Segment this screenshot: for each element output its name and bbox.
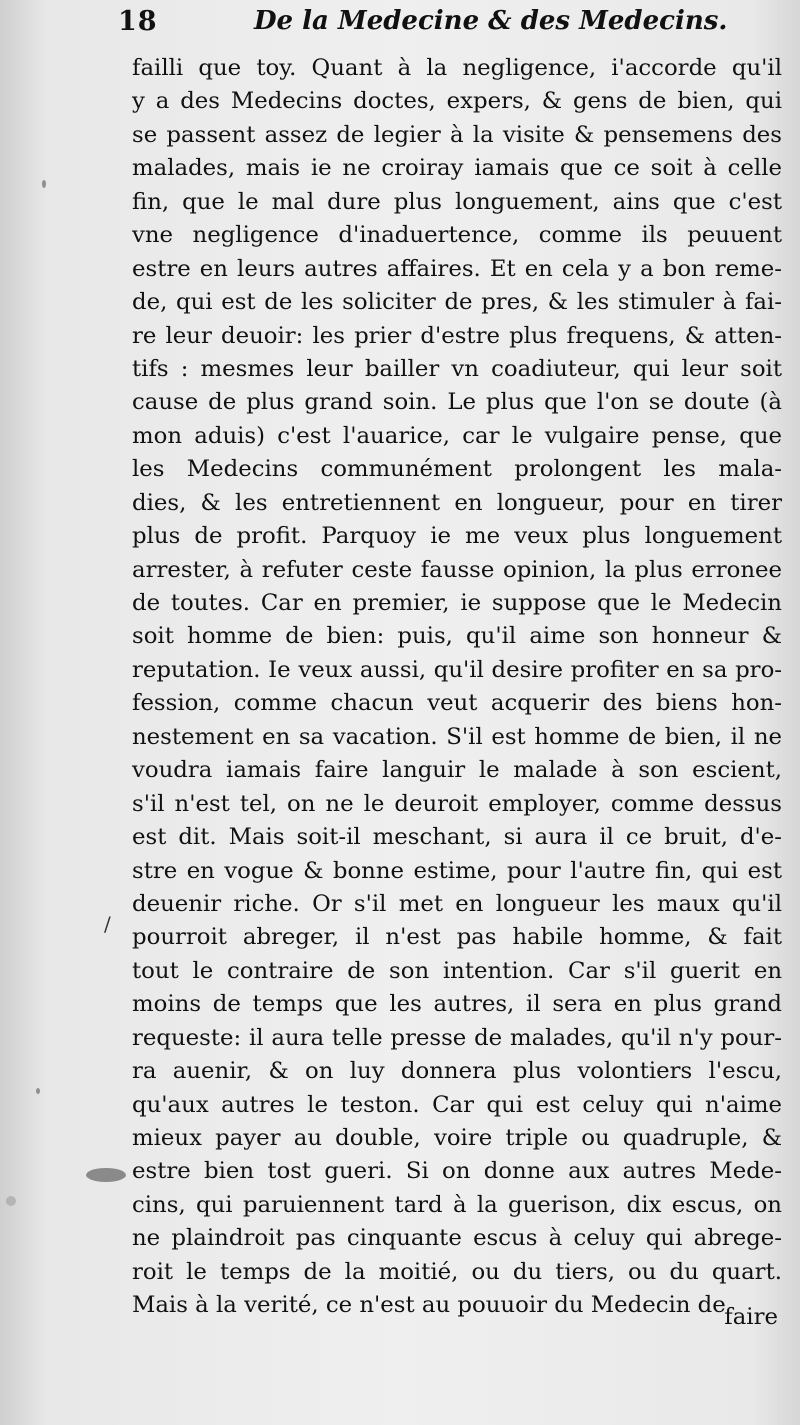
text-line: requeste: il aura telle presse de malades, qu'il n'y pour- — [132, 1024, 782, 1051]
text-line: cins, qui paruiennent tard à la guerison, dix escus, on — [132, 1191, 782, 1218]
text-line: fin, que le mal dure plus longuement, ains que c'est — [132, 188, 782, 215]
running-title: De la Medecine & des Medecins. — [254, 6, 728, 36]
text-line: se passent assez de legier à la visite & pensemens des — [132, 121, 782, 148]
text-line: soit homme de bien: puis, qu'il aime son honneur & — [132, 623, 782, 650]
text-line: fession, comme chacun veut acquerir des biens hon- — [132, 690, 782, 717]
text-line: failli que toy. Quant à la negligence, i'accorde qu'il — [132, 55, 782, 81]
text-line: de, qui est de les soliciter de pres, & les stimuler à fai- — [132, 289, 782, 316]
ink-blot — [86, 1168, 126, 1182]
text-line: estre bien tost gueri. Si on donne aux autres Mede- — [132, 1158, 782, 1185]
catchword: faire — [724, 1304, 778, 1330]
page-number: 18 — [118, 6, 158, 37]
text-line: voudra iamais faire languir le malade à son escient, — [132, 757, 782, 784]
text-line: malades, mais ie ne croiray iamais que ce soit à celle — [132, 155, 782, 182]
text-line: estre en leurs autres affaires. Et en cela y a bon reme- — [132, 255, 782, 282]
page-header — [112, 2, 728, 48]
text-line: qu'aux autres le teston. Car qui est celuy qui n'aime — [132, 1091, 782, 1118]
text-line: y a des Medecins doctes, expers, & gens de bien, qui — [132, 88, 782, 115]
text-line: mon aduis) c'est l'auarice, car le vulgaire pense, que — [132, 422, 782, 449]
text-line: deuenir riche. Or s'il met en longueur les maux qu'il — [132, 890, 782, 917]
text-line: roit le temps de la moitié, ou du tiers, ou du quart. — [132, 1258, 782, 1285]
text-line: pourroit abreger, il n'est pas habile homme, & fait — [132, 924, 782, 951]
text-line: ra auenir, & on luy donnera plus volontiers l'escu, — [132, 1058, 782, 1085]
text-line: de toutes. Car en premier, ie suppose que le Medecin — [132, 590, 782, 616]
text-line: Mais à la verité, ce n'est au pouuoir du Medecin de — [132, 1292, 726, 1319]
text-line: moins de temps que les autres, il sera en plus grand — [132, 991, 782, 1018]
paper-spot — [36, 1088, 40, 1094]
text-line: les Medecins communément prolongent les mala- — [132, 456, 782, 483]
text-line: reputation. Ie veux aussi, qu'il desire profiter en sa pro- — [132, 656, 782, 683]
text-line: stre en vogue & bonne estime, pour l'autre fin, qui est — [132, 857, 782, 884]
text-line: nestement en sa vacation. S'il est homme de bien, il ne — [132, 723, 782, 750]
paper-spot — [6, 1196, 16, 1206]
text-line: tifs : mesmes leur bailler vn coadiuteur, qui leur soit — [132, 355, 782, 382]
text-line: re leur deuoir: les prier d'estre plus frequens, & atten- — [132, 322, 782, 349]
text-line: mieux payer au double, voire triple ou quadruple, & — [132, 1125, 782, 1151]
text-line: arrester, à refuter ceste fausse opinion, la plus erronee — [132, 556, 782, 583]
text-line: tout le contraire de son intention. Car s'il guerit en — [132, 957, 782, 984]
text-line: est dit. Mais soit-il meschant, si aura il ce bruit, d'e- — [132, 824, 782, 851]
text-line: vne negligence d'inaduertence, comme ils peuuent — [132, 222, 782, 249]
text-line: cause de plus grand soin. Le plus que l'on se doute (à — [132, 389, 782, 416]
body-text — [132, 52, 782, 1323]
margin-ink-mark: / — [104, 912, 111, 936]
text-line: ne plaindroit pas cinquante escus à celuy qui abrege- — [132, 1225, 782, 1252]
text-line: dies, & les entretiennent en longueur, pour en tirer — [132, 489, 782, 516]
text-line: plus de profit. Parquoy ie me veux plus longuement — [132, 523, 782, 550]
text-line: s'il n'est tel, on ne le deuroit employer, comme dessus — [132, 790, 782, 817]
paper-spot — [42, 180, 46, 188]
